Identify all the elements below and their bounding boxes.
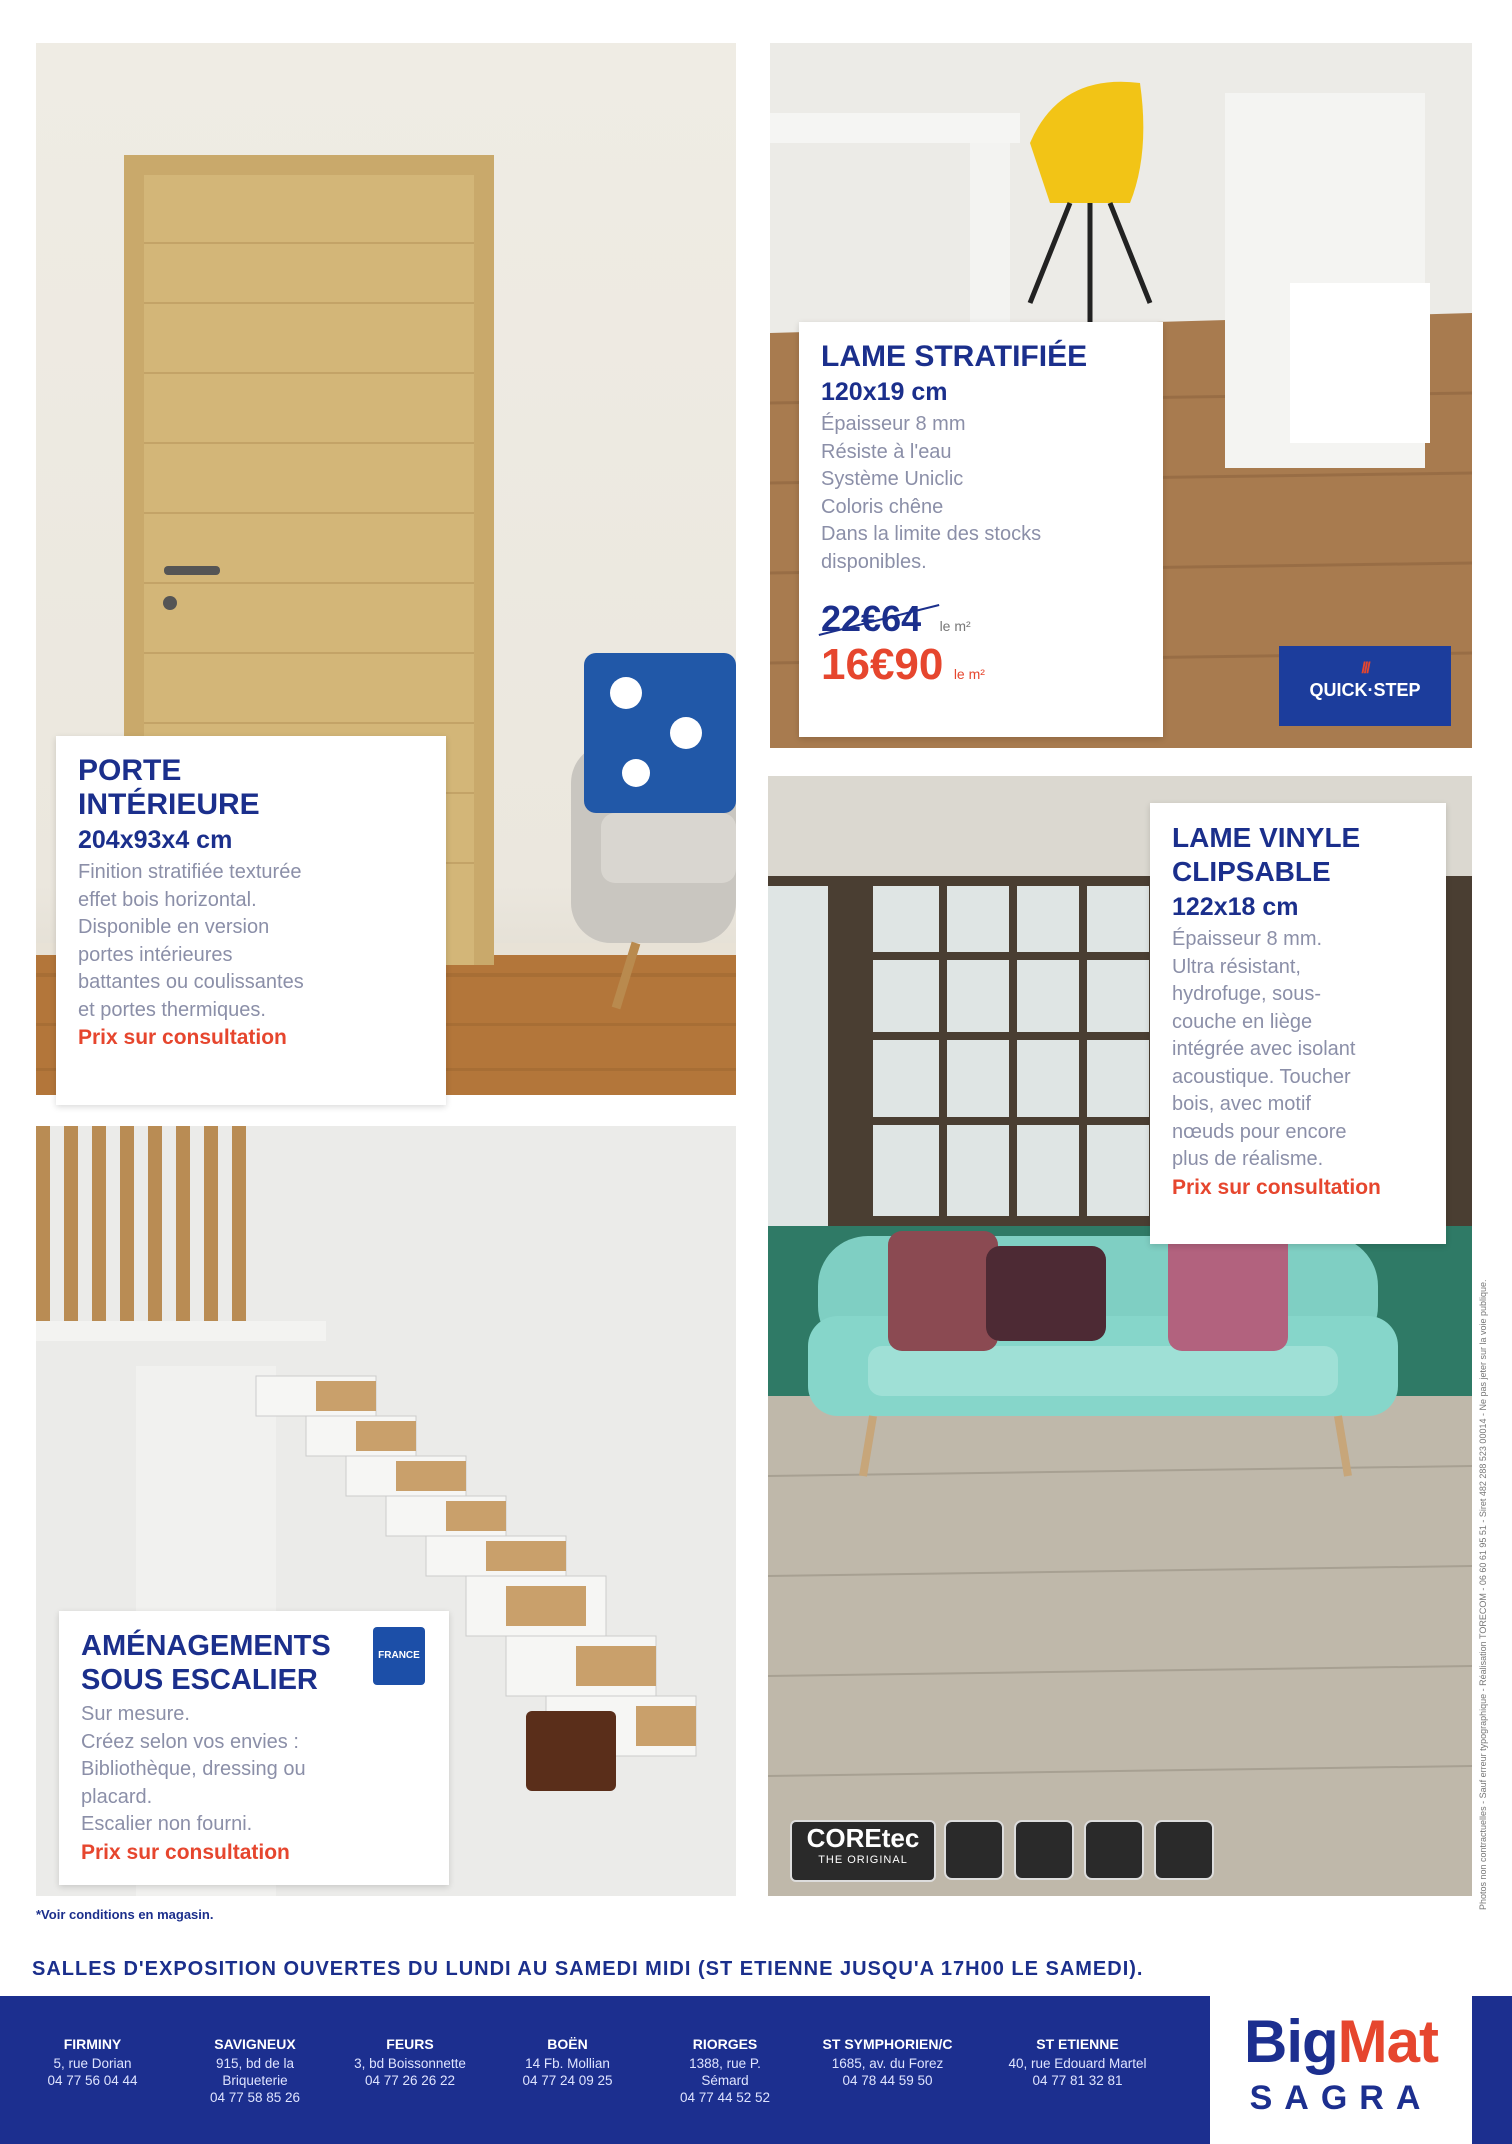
- desc-line: Coloris chêne: [821, 495, 944, 518]
- desc-line: Bibliothèque, dressing ou: [81, 1758, 306, 1780]
- desc-line: Épaisseur 8 mm.: [1172, 928, 1323, 950]
- store-line: 915, bd de la: [215, 2056, 295, 2071]
- old-price-unit: le m²: [939, 618, 971, 634]
- laminate-product-card: [799, 322, 1163, 737]
- desc-line: et portes thermiques.: [78, 998, 266, 1021]
- desc-line: portes intérieures: [78, 943, 233, 966]
- quickstep-text: QUICK·STEP: [1309, 680, 1421, 700]
- store-line: 04 77 56 04 44: [47, 2073, 138, 2088]
- store-line: 1388, rue P.: [689, 2056, 761, 2071]
- product-dimensions: 120x19 cm: [821, 378, 948, 406]
- store-line: 04 77 44 52 52: [679, 2090, 771, 2105]
- france-badge: [373, 1627, 425, 1685]
- underfloor-heating-icon: [1084, 1820, 1144, 1880]
- store-name: SAVIGNEUX: [214, 2036, 296, 2052]
- desc-line: Créez selon vos envies :: [81, 1730, 299, 1753]
- desc-line: battantes ou coulissantes: [78, 971, 304, 993]
- price-note: Prix sur consultation: [78, 1026, 287, 1049]
- store-name: FIRMINY: [63, 2036, 122, 2052]
- opening-hours: SALLES D'EXPOSITION OUVERTES DU LUNDI AU SAMEDI MIDI (ST ETIENNE JUSQU'A 17H00 LE SAMEDI).: [32, 1958, 1144, 1980]
- desc-line: Résiste à l'eau: [821, 440, 952, 463]
- store-name: FEURS: [386, 2036, 434, 2052]
- product-title-line1: PORTE: [78, 754, 182, 787]
- store-riorges: [650, 2036, 800, 2106]
- store-st-symphorien: [800, 2036, 975, 2089]
- store-line: 04 78 44 59 50: [842, 2073, 933, 2088]
- product-title-line2: INTÉRIEURE: [78, 788, 260, 821]
- desc-line: Ultra résistant,: [1172, 955, 1301, 978]
- store-boen: [495, 2036, 640, 2089]
- store-line: 40, rue Edouard Martel: [1008, 2056, 1147, 2071]
- sagra-wordmark: SAGRA: [1249, 2079, 1433, 2117]
- store-line: 5, rue Dorian: [53, 2056, 132, 2071]
- bigmat-mat: Mat: [1337, 2008, 1438, 2075]
- product-title: LAME STRATIFIÉE: [821, 340, 1088, 373]
- desc-line: acoustique. Toucher: [1172, 1065, 1351, 1088]
- store-name: ST SYMPHORIEN/C: [822, 2036, 953, 2052]
- product-description: [821, 411, 1141, 576]
- desc-line: couche en liège: [1172, 1010, 1313, 1033]
- store-name: BOËN: [547, 2036, 588, 2052]
- desc-line: nœuds pour encore: [1172, 1120, 1347, 1143]
- product-title-line1: LAME VINYLE: [1172, 822, 1361, 853]
- desc-line: Épaisseur 8 mm: [821, 413, 966, 435]
- product-title-line2: CLIPSABLE: [1172, 856, 1331, 887]
- product-title-line1: AMÉNAGEMENTS: [81, 1630, 331, 1662]
- desc-line: intégrée avec isolant: [1172, 1038, 1356, 1060]
- vinyl-product-card: [1150, 803, 1446, 1244]
- new-price: 16€90: [821, 640, 944, 689]
- desc-line: Disponible en version: [78, 916, 270, 938]
- store-line: 04 77 81 32 81: [1032, 2073, 1123, 2088]
- store-st-etienne: [980, 2036, 1175, 2089]
- store-line: 04 77 24 09 25: [522, 2073, 613, 2088]
- coretec-subtext: THE ORIGINAL: [818, 1854, 908, 1866]
- coretec-logo: [790, 1820, 936, 1882]
- coretec-text: COREtec: [806, 1823, 920, 1853]
- beach-icon: [1014, 1820, 1074, 1880]
- bigmat-sagra-logo: [1210, 1996, 1472, 2144]
- old-price: 22€64: [821, 598, 922, 639]
- price-note: Prix sur consultation: [1172, 1175, 1381, 1199]
- desc-line: Dans la limite des stocks: [821, 523, 1042, 545]
- price-note: Prix sur consultation: [81, 1840, 290, 1864]
- product-dimensions: 122x18 cm: [1172, 893, 1299, 921]
- store-name: ST ETIENNE: [1036, 2036, 1119, 2052]
- legal-vertical-text: Photos non contractuelles - Sauf erreur typographique - Réalisation TORECOM - 06 60 61 95 51 - Siret 482 288 523 00014 - Ne pas jeter sur la voie publique.: [1478, 1279, 1488, 1910]
- store-line: 04 77 26 26 22: [364, 2073, 456, 2088]
- store-savigneux: [180, 2036, 330, 2106]
- bathtub-icon: [944, 1820, 1004, 1880]
- product-title-line2: SOUS ESCALIER: [81, 1664, 318, 1696]
- door-product-card: [56, 736, 446, 1105]
- store-line: Briqueterie: [222, 2073, 288, 2088]
- desc-line: Escalier non fourni.: [81, 1813, 253, 1835]
- desc-line: Système Uniclic: [821, 468, 964, 490]
- store-line: Sémard: [701, 2073, 749, 2088]
- desc-line: placard.: [81, 1785, 153, 1808]
- footnote: *Voir conditions en magasin.: [36, 1907, 214, 1922]
- product-description: [1172, 926, 1424, 1174]
- store-line: 1685, av. du Forez: [831, 2056, 944, 2071]
- store-line: 04 77 58 85 26: [209, 2090, 301, 2105]
- product-description: [81, 1701, 427, 1839]
- product-description: [78, 859, 424, 1024]
- bigmat-big: Big: [1244, 2008, 1338, 2075]
- desc-line: hydrofuge, sous-: [1172, 983, 1321, 1005]
- bigmat-wordmark: [1210, 2006, 1472, 2078]
- desc-line: bois, avec motif: [1172, 1093, 1311, 1115]
- desc-line: Sur mesure.: [81, 1703, 190, 1725]
- new-price-unit: le m²: [953, 666, 985, 682]
- store-line: 3, bd Boissonnette: [354, 2056, 466, 2071]
- quickstep-mark-icon: ///: [1361, 660, 1369, 677]
- france-badge-label: FRANCE: [378, 1650, 420, 1661]
- water-tap-icon: [1154, 1820, 1214, 1880]
- desc-line: effet bois horizontal.: [78, 888, 257, 911]
- store-name: RIORGES: [692, 2036, 758, 2052]
- product-dimensions: 204x93x4 cm: [78, 826, 233, 854]
- stairs-product-card: [59, 1611, 449, 1885]
- store-feurs: [330, 2036, 490, 2089]
- old-price-row: [821, 598, 1141, 640]
- desc-line: Finition stratifiée texturée: [78, 861, 302, 883]
- store-line: 14 Fb. Mollian: [525, 2056, 610, 2071]
- store-firminy: [20, 2036, 165, 2089]
- new-price-row: [821, 640, 1141, 690]
- desc-line: plus de réalisme.: [1172, 1148, 1324, 1170]
- desc-line: disponibles.: [821, 550, 927, 573]
- quickstep-logo: [1279, 646, 1451, 726]
